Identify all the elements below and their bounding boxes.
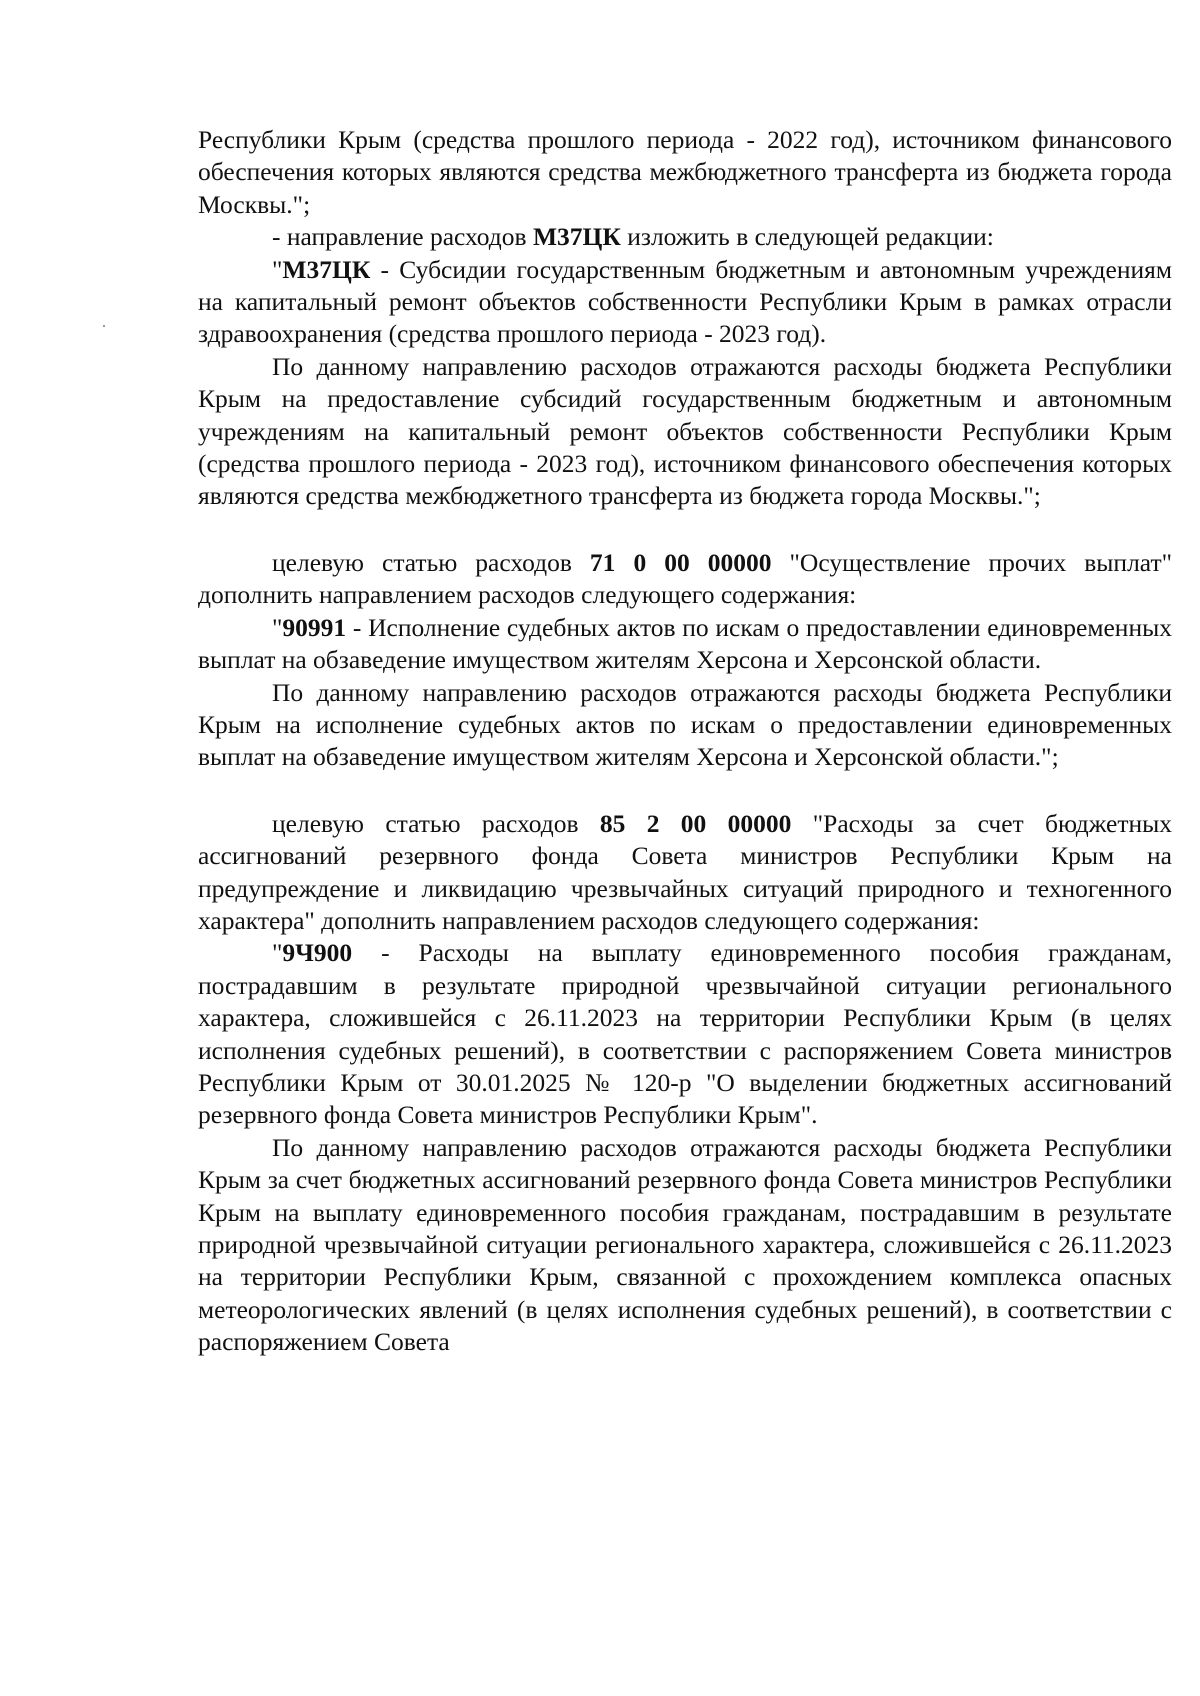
paragraph: [198, 547, 1172, 612]
text-run: Республики Крым (средства прошлого периода - 2022 год), источником финансового обеспечения которых являются средства межбюджетного трансферта из бюджета города Москвы.";: [198, 125, 1172, 219]
text-run: ": [272, 612, 283, 642]
bold-code: 71 0 00 00000: [589, 547, 772, 577]
paragraph: [198, 221, 1172, 253]
document-page: [198, 124, 1172, 1359]
paragraph: [198, 124, 1172, 221]
text-run: По данному направлению расходов отражаются расходы бюджета Республики Крым на предоставление субсидий государственным бюджетным и автономным учреждениям на капитальный ремонт объектов собственности Республики Крым (средства прошлого периода - 2023 год), источником финансового обеспечения которых являются средства межбюджетного трансферта из бюджета города Москвы.";: [198, 351, 1172, 511]
text-run: изложить в следующей редакции:: [620, 222, 994, 252]
bold-code: М37ЦК: [532, 222, 621, 252]
bold-code: 9Ч900: [282, 938, 353, 968]
text-run: - Субсидии государственным бюджетным и автономным учреждениям на капитальный ремонт объектов собственности Республики Крым в рамках отрасли здравоохранения (средства прошлого периода - 2023 год).: [198, 254, 1172, 349]
text-run: "Расходы за счет бюджетных ассигнований резервного фонда Совета министров Республики Крым на предупреждение и ликвидацию чрезвычайных ситуаций природного и техногенного характера" дополнить направлением расходов следующего содержания:: [198, 808, 1173, 935]
text-run: По данному направлению расходов отражаются расходы бюджета Республики Крым за счет бюджетных ассигнований резервного фонда Совета министров Республики Крым на выплату единовременного пособия гражданам, пострадавшим в результате природной чрезвычайной ситуации регионального характера, сложившейся с 26.11.2023 на территории Республики Крым, связанной с прохождением комплекса опасных метеорологических явлений (в целях исполнения судебных решений), в соответствии с распоряжением Совета: [198, 1132, 1172, 1357]
paragraph: [198, 937, 1172, 1131]
text-run: - Расходы на выплату единовременного пособия гражданам, пострадавшим в результате природной чрезвычайной ситуации регионального характера, сложившейся с 26.11.2023 на территории Республики Крым (в целях исполнения судебных решений), в соответствии с распоряжением Совета министров Республики Крым от 30.01.2025 № 120-р "О выделении бюджетных ассигнований резервного фонда Совета министров Республики Крым".: [198, 938, 1172, 1130]
bold-code: М37ЦК: [282, 254, 371, 284]
paragraph: [198, 612, 1172, 677]
scan-speck: [103, 325, 105, 327]
text-run: целевую статью расходов: [272, 547, 590, 577]
text-run: ": [272, 938, 283, 968]
paragraph: [198, 677, 1172, 774]
text-run: - направление расходов: [272, 222, 533, 252]
paragraph: [198, 254, 1172, 351]
text-run: "Осуществление прочих выплат" дополнить направлением расходов следующего содержания:: [198, 547, 1173, 610]
bold-code: 85 2 00 00000: [599, 808, 792, 838]
bold-code: 90991: [282, 612, 347, 642]
text-run: По данному направлению расходов отражаются расходы бюджета Республики Крым на исполнение судебных актов по искам о предоставлении единовременных выплат на обзаведение имуществом жителям Херсона и Херсонской области.";: [198, 677, 1172, 772]
text-run: ": [272, 254, 283, 284]
paragraph: [198, 808, 1172, 938]
text-run: - Исполнение судебных актов по искам о предоставлении единовременных выплат на обзаведение имуществом жителям Херсона и Херсонской области.: [198, 612, 1172, 675]
text-run: целевую статью расходов: [272, 808, 600, 838]
paragraph: [198, 351, 1172, 513]
paragraph: [198, 1132, 1172, 1359]
